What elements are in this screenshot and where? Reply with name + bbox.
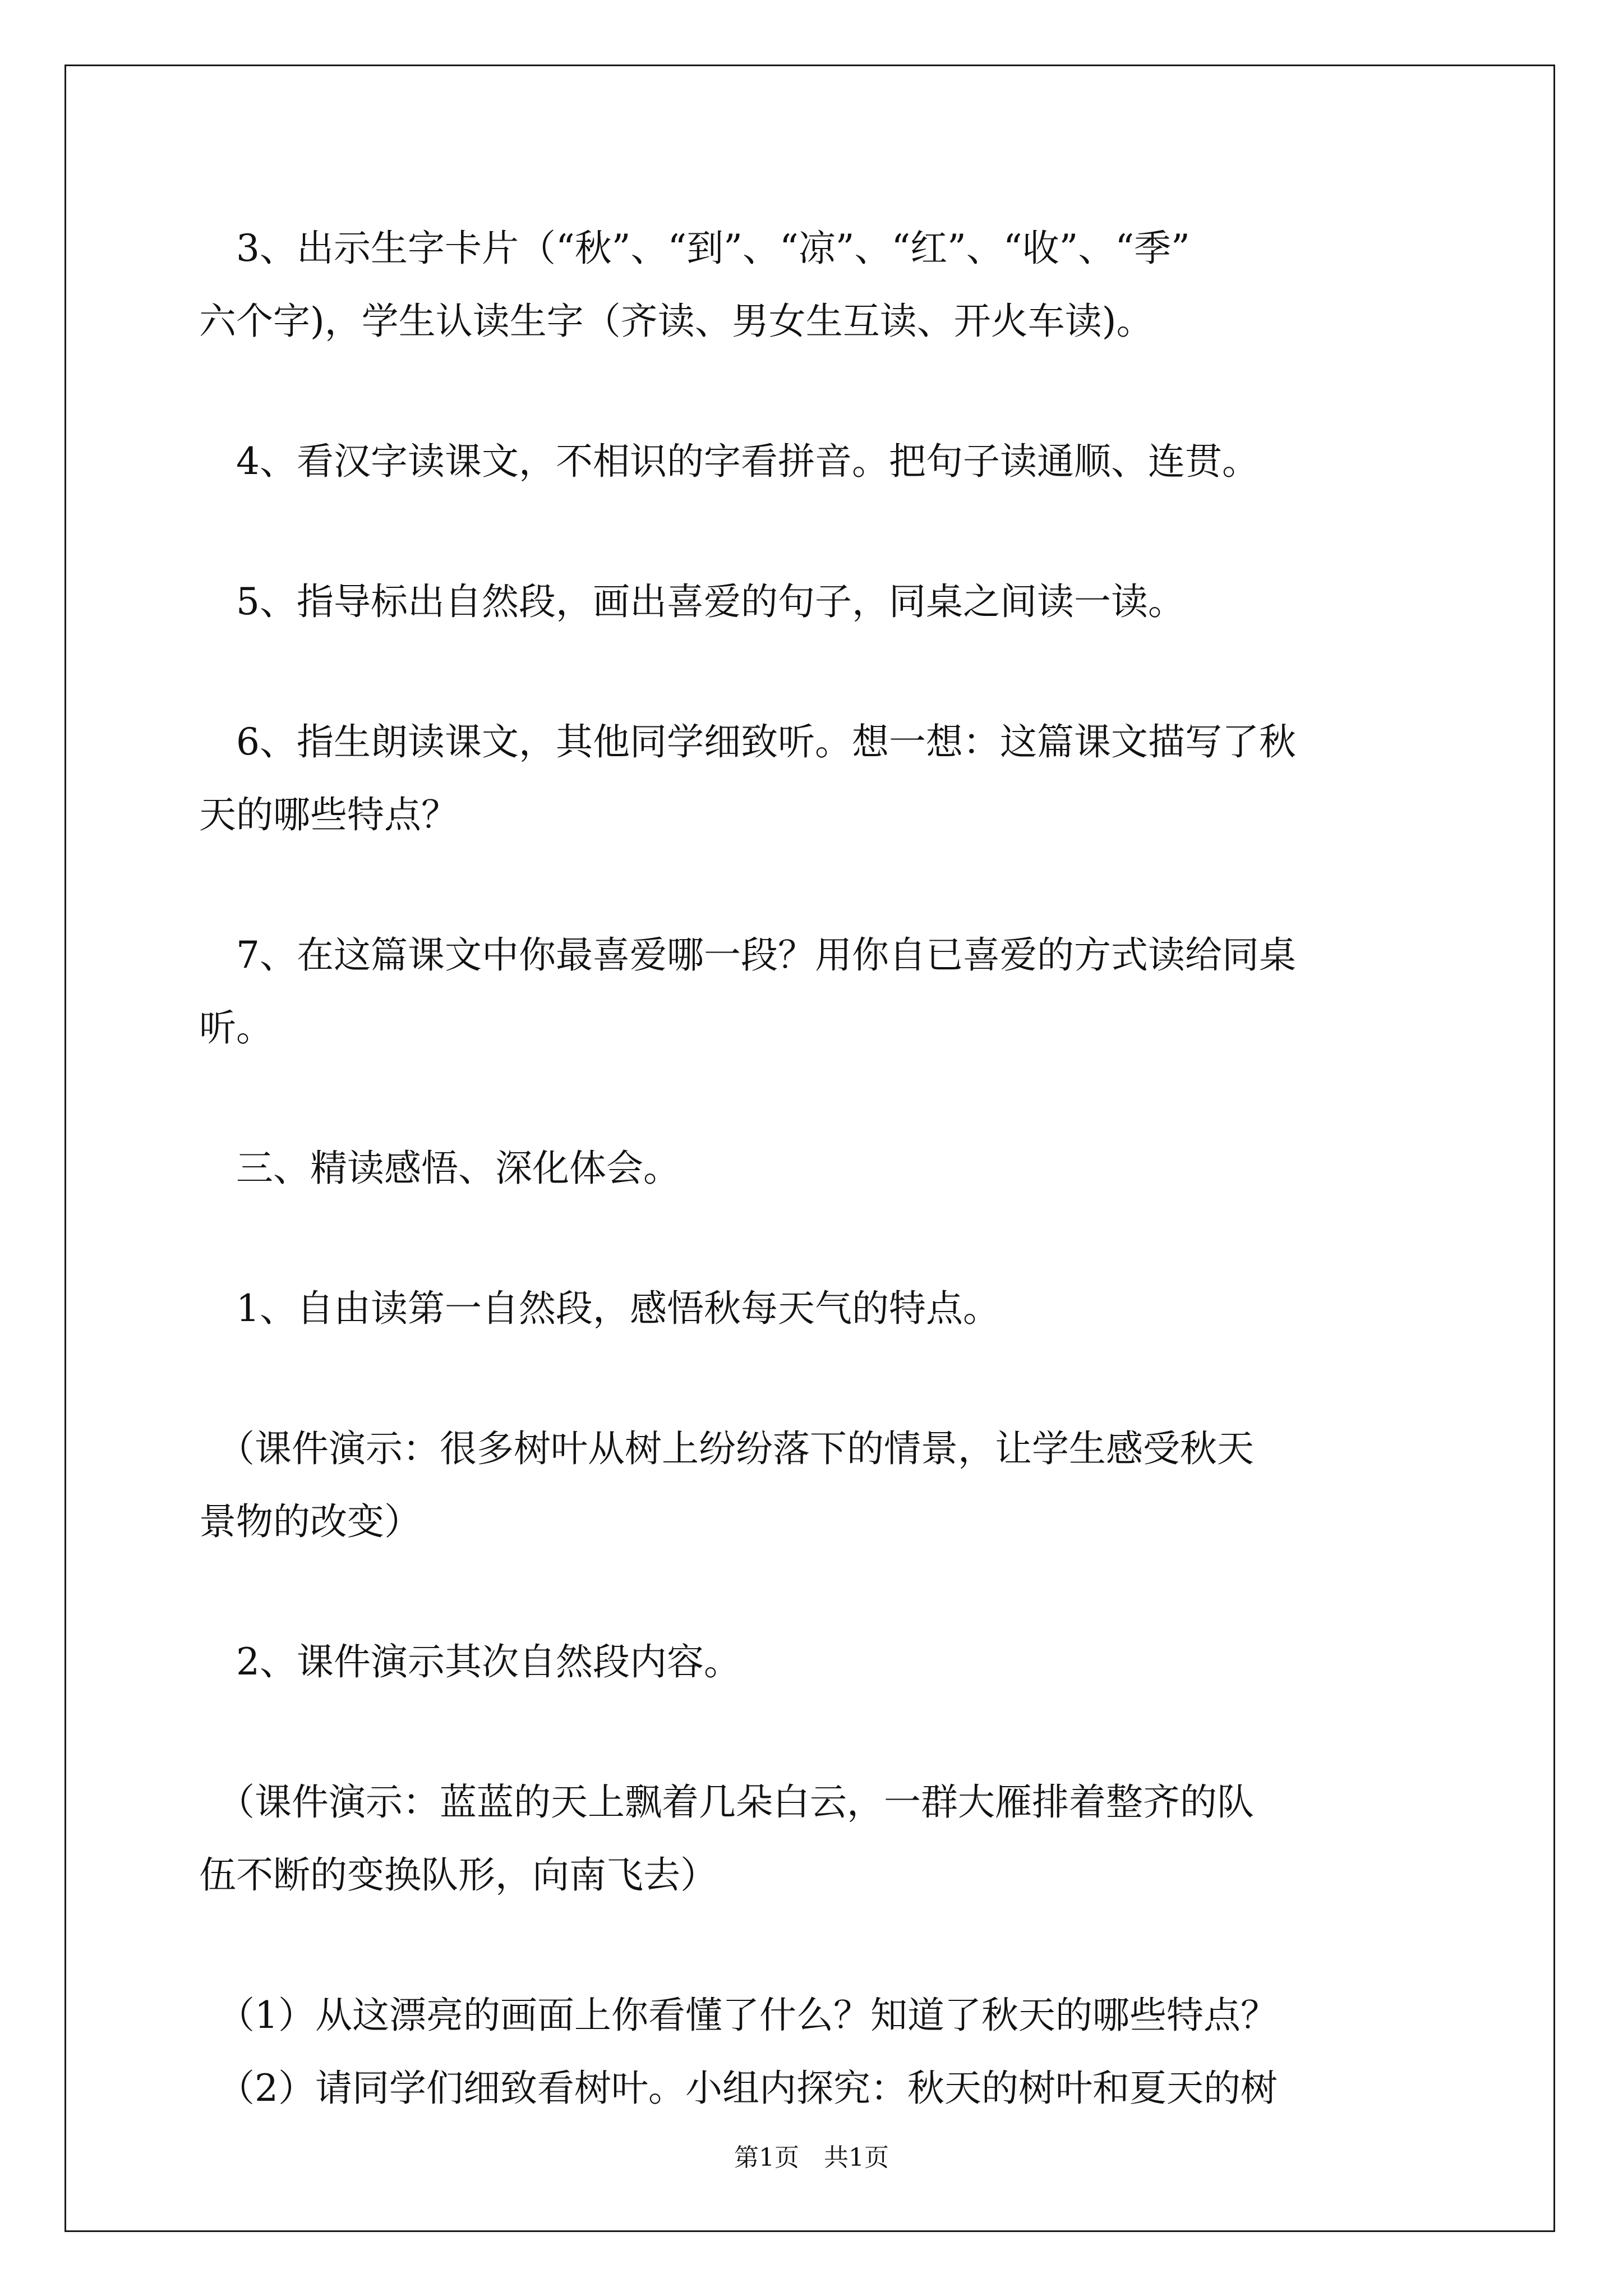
text-line: （课件演示：蓝蓝的天上飘着几朵白云，一群大雁排着整齐的队 [199,1780,1254,1824]
text-line: 伍不断的变换队形，向南飞去） [199,1853,717,1897]
text-line: 7、在这篇课文中你最喜爱哪一段？用你自已喜爱的方式读给同桌 [199,933,1296,977]
section-heading: 三、精读感悟、深化体会。 [199,1147,680,1190]
text-line: 1、自由读第一自然段，感悟秋每天气的特点。 [199,1287,1000,1330]
text-line: 听。 [199,1006,273,1050]
text-line: 天的哪些特点？ [199,793,458,836]
text-line: 六个字)，学生认读生字（齐读、男女生互读、开火车读)。 [199,300,1154,343]
text-line: （1）从这漂亮的画面上你看懂了什么？知道了秋天的哪些特点？ [199,1994,1278,2037]
text-line: 6、指生朗读课文，其他同学细致听。想一想：这篇课文描写了秋 [199,720,1296,763]
text-line: 4、看汉字读课文，不相识的字看拼音。把句子读通顺、连贯。 [199,440,1259,483]
text-line: 景物的改变） [199,1500,421,1543]
text-line: 2、课件演示其次自然段内容。 [199,1640,741,1683]
text-line: 3、出示生字卡片（“秋”、“到”、“凉”、“红”、“收”、“季” [199,227,1190,270]
text-line: 5、指导标出自然段，画出喜爱的句子，同桌之间读一读。 [199,580,1185,623]
page-footer: 第1页 共1页 [734,2143,889,2172]
text-line: （课件演示：很多树叶从树上纷纷落下的情景，让学生感受秋天 [199,1427,1254,1470]
text-line: （2）请同学们细致看树叶。小组内探究：秋天的树叶和夏天的树 [199,2067,1278,2110]
